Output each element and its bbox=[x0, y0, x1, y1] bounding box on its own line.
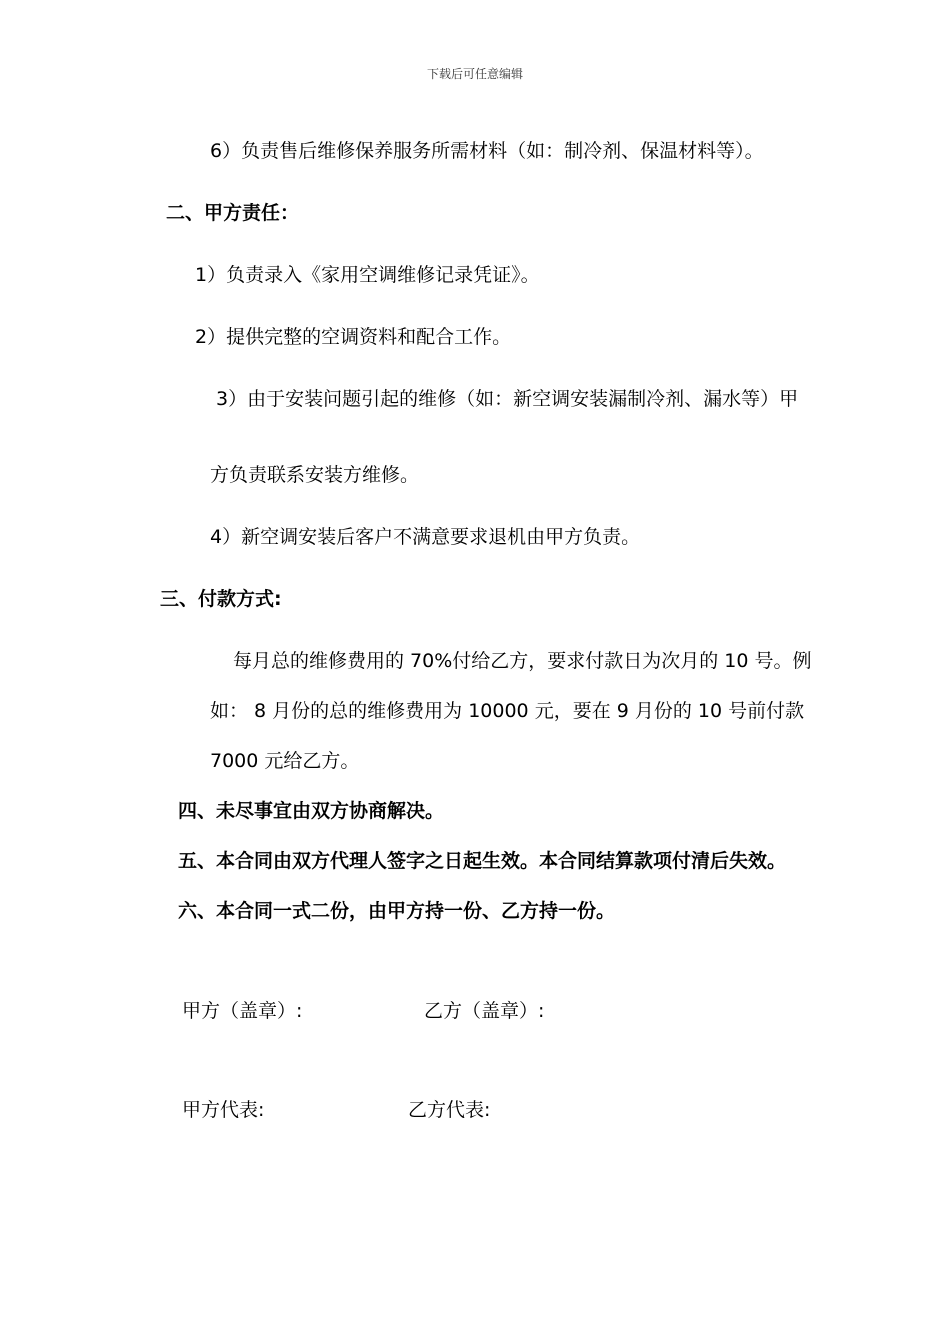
payment-line-1: 每月总的维修费用的 70%付给乙方，要求付款日为次月的 10 号。例 bbox=[233, 650, 812, 672]
payment-line-2: 如： 8 月份的总的维修费用为 10000 元，要在 9 月份的 10 号前付款 bbox=[210, 700, 805, 722]
header-note: 下载后可任意编辑 bbox=[426, 67, 523, 81]
section-2-title: 二、甲方责任： bbox=[166, 202, 300, 224]
party-a-seal-label: 甲方（盖章）: bbox=[182, 1000, 303, 1022]
party-b-item-6: 6）负责售后维修保养服务所需材料（如：制冷剂、保温材料等）。 bbox=[210, 140, 764, 162]
section-4: 四、未尽事宜由双方协商解决。 bbox=[178, 800, 445, 822]
section-3-title: 三、付款方式: bbox=[160, 588, 282, 610]
party-a-item-3-line-2: 方负责联系安装方维修。 bbox=[210, 464, 420, 486]
party-a-item-3-line-1: 3）由于安装问题引起的维修（如：新空调安装漏制冷剂、漏水等）甲 bbox=[216, 388, 799, 410]
payment-line-3: 7000 元给乙方。 bbox=[210, 750, 360, 772]
party-a-item-4: 4）新空调安装后客户不满意要求退机由甲方负责。 bbox=[210, 526, 641, 548]
party-b-representative-label: 乙方代表: bbox=[408, 1099, 491, 1121]
party-b-seal-label: 乙方（盖章）: bbox=[424, 1000, 545, 1022]
party-a-representative-label: 甲方代表: bbox=[182, 1099, 265, 1121]
party-a-item-1: 1）负责录入《家用空调维修记录凭证》。 bbox=[195, 264, 540, 286]
section-5: 五、本合同由双方代理人签字之日起生效。本合同结算款项付清后失效。 bbox=[178, 850, 787, 872]
party-a-item-2: 2）提供完整的空调资料和配合工作。 bbox=[195, 326, 512, 348]
section-6: 六、本合同一式二份，由甲方持一份、乙方持一份。 bbox=[178, 900, 616, 922]
